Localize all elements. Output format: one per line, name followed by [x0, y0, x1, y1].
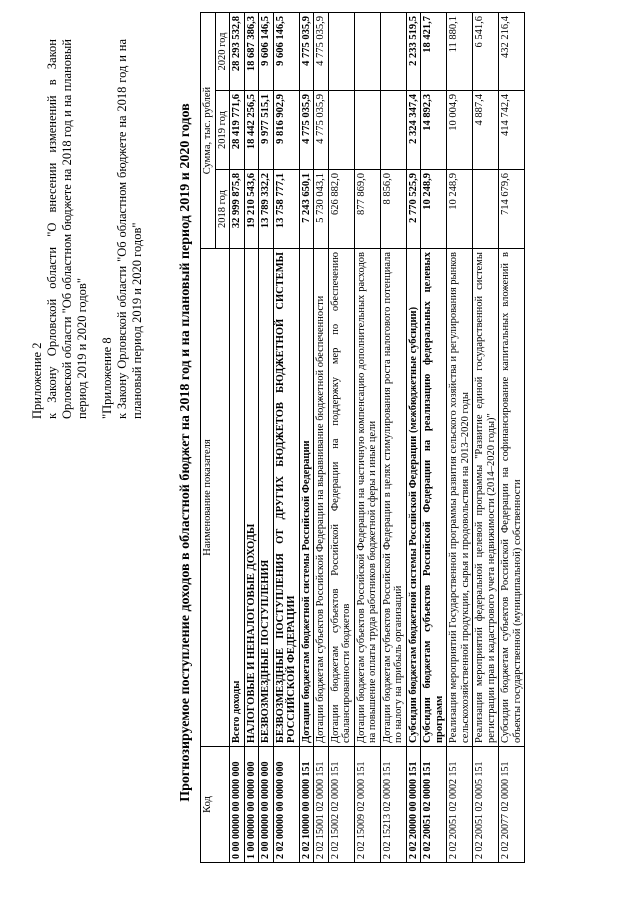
row-name: Дотации бюджетам субъектов Российской Федерации на поддержку мер по обеспечению сбалансированности бюджетов	[328, 249, 354, 747]
table-row	[328, 13, 354, 863]
row-value-2018: 10 248,9	[421, 170, 447, 249]
document-title: Прогнозируемое поступление доходов в областной бюджет на 2018 год и на плановый период 2019 и 2020 годов	[178, 103, 193, 802]
row-value-2019: 4 887,4	[473, 91, 499, 170]
table-row	[259, 13, 274, 863]
row-value-2019: 10 004,9	[447, 91, 473, 170]
column-header-sum: Сумма, тыс. рублей	[201, 13, 216, 249]
appendix-reference: к Закону Орловской области "О внесении изменений в Закон Орловской области "Об областном бюджете на 2018 год и на плановый период 2019 и 2020 годов"	[45, 39, 89, 419]
table-row	[244, 13, 259, 863]
table-row	[230, 13, 245, 863]
row-name: Субсидии бюджетам бюджетной системы Российской Федерации (межбюджетные субсидии)	[406, 249, 421, 747]
row-value-2019: 4 775 035,9	[299, 91, 314, 170]
row-code: 2 02 15009 02 0000 151	[354, 747, 380, 863]
table-row	[499, 13, 525, 863]
row-name: БЕЗВОЗМЕЗДНЫЕ ПОСТУПЛЕНИЯ ОТ ДРУГИХ БЮДЖЕТОВ БЮДЖЕТНОЙ СИСТЕМЫ РОССИЙСКОЙ ФЕДЕРАЦИИ	[273, 249, 299, 747]
row-code: 2 02 20077 02 0000 151	[499, 747, 525, 863]
row-name: Дотации бюджетам субъектов Российской Федерации на частичную компенсацию дополнительных расходов на повышение оплаты труда работников бюджетной сферы и иные цели	[354, 249, 380, 747]
row-name: Субсидии бюджетам субъектов Российской Федерации на софинансирование капитальных вложений в объекты государственной (муниципальной) собственности	[499, 249, 525, 747]
table-row	[299, 13, 314, 863]
row-value-2018: 13 758 777,1	[273, 170, 299, 249]
row-name: Дотации бюджетам бюджетной системы Российской Федерации	[299, 249, 314, 747]
row-code: 2 02 15002 02 0000 151	[328, 747, 354, 863]
row-value-2019: 14 892,3	[421, 91, 447, 170]
row-value-2020: 9 606 146,5	[259, 13, 274, 91]
row-value-2018: 5 730 043,1	[314, 170, 329, 249]
revenue-table	[200, 12, 525, 863]
row-value-2018: 877 869,0	[354, 170, 380, 249]
row-name: НАЛОГОВЫЕ И НЕНАЛОГОВЫЕ ДОХОДЫ	[244, 249, 259, 747]
row-value-2019	[380, 91, 406, 170]
row-name: Дотации бюджетам субъектов Российской Федерации в целях стимулирования роста налогового потенциала по налогу на прибыль организаций	[380, 249, 406, 747]
row-value-2018: 32 999 875,8	[230, 170, 245, 249]
row-value-2019: 414 742,4	[499, 91, 525, 170]
row-code: 2 02 15001 02 0000 151	[314, 747, 329, 863]
row-value-2018: 2 770 525,9	[406, 170, 421, 249]
row-value-2020: 18 687 386,3	[244, 13, 259, 91]
row-value-2018: 626 882,0	[328, 170, 354, 249]
appendix-number: Приложение 2	[30, 342, 44, 419]
row-value-2019: 4 775 035,9	[314, 91, 329, 170]
row-value-2018: 714 679,6	[499, 170, 525, 249]
row-code: 2 02 15213 02 0000 151	[380, 747, 406, 863]
table-row	[314, 13, 329, 863]
row-code: 2 02 20051 02 0002 151	[447, 747, 473, 863]
table-row	[380, 13, 406, 863]
annex-reference: к Закону Орловской области "Об областном бюджете на 2018 год и на плановый период 2019 и 2020 годов"	[115, 39, 144, 419]
row-value-2018: 10 248,9	[447, 170, 473, 249]
row-value-2020	[380, 13, 406, 91]
row-code: 0 00 00000 00 0000 000	[230, 747, 245, 863]
row-name: Субсидии бюджетам субъектов Российской Федерации на реализацию федеральных целевых программ	[421, 249, 447, 747]
row-code: 1 00 00000 00 0000 000	[244, 747, 259, 863]
row-value-2020: 432 216,4	[499, 13, 525, 91]
table-body	[230, 13, 525, 863]
row-value-2018: 7 243 650,1	[299, 170, 314, 249]
row-value-2020: 6 541,6	[473, 13, 499, 91]
row-value-2019	[354, 91, 380, 170]
row-value-2019: 9 816 902,9	[273, 91, 299, 170]
row-code: 2 02 20051 02 0005 151	[473, 747, 499, 863]
row-name: Всего доходы	[230, 249, 245, 747]
row-code: 2 02 20051 02 0000 151	[421, 747, 447, 863]
column-header-name: Наименование показателя	[201, 249, 230, 747]
row-value-2020: 9 606 146,5	[273, 13, 299, 91]
row-value-2018: 13 789 332,2	[259, 170, 274, 249]
table-row	[406, 13, 421, 863]
row-value-2019: 18 442 256,5	[244, 91, 259, 170]
row-value-2020: 11 880,1	[447, 13, 473, 91]
row-name: Дотации бюджетам субъектов Российской Федерации на выравнивание бюджетной обеспеченности	[314, 249, 329, 747]
table-row	[447, 13, 473, 863]
row-value-2020	[328, 13, 354, 91]
row-value-2020: 4 775 035,9	[299, 13, 314, 91]
row-value-2018: 8 856,0	[380, 170, 406, 249]
row-name: Реализация мероприятий Государственной программы развития сельского хозяйства и регулирования рынков сельскохозяйственной продукции, сырья и продовольствия на 2013–2020 годы	[447, 249, 473, 747]
row-name: Реализация мероприятий федеральной целевой программы "Развитие единой государственной системы регистрации прав и кадастрового учета недвижимости (2014–2020 годы)"	[473, 249, 499, 747]
row-value-2018: 19 210 543,6	[244, 170, 259, 249]
column-header-code: Код	[201, 747, 230, 863]
column-header-year-2020: 2020 год	[215, 13, 230, 91]
table-row	[354, 13, 380, 863]
row-code: 2 02 00000 00 0000 000	[273, 747, 299, 863]
row-value-2020	[354, 13, 380, 91]
row-value-2019	[328, 91, 354, 170]
row-value-2019: 28 419 771,6	[230, 91, 245, 170]
row-value-2020: 4 775 035,9	[314, 13, 329, 91]
table-row	[421, 13, 447, 863]
appendix-header	[30, 39, 145, 419]
row-name: БЕЗВОЗМЕЗДНЫЕ ПОСТУПЛЕНИЯ	[259, 249, 274, 747]
row-code: 2 02 10000 00 0000 151	[299, 747, 314, 863]
row-code: 2 00 00000 00 0000 000	[259, 747, 274, 863]
column-header-year-2018: 2018 год	[215, 170, 230, 249]
row-value-2020: 28 293 532,8	[230, 13, 245, 91]
table-row	[473, 13, 499, 863]
annex-number: "Приложение 8	[100, 337, 114, 419]
row-value-2019: 2 324 347,4	[406, 91, 421, 170]
row-value-2019: 9 977 515,1	[259, 91, 274, 170]
column-header-year-2019: 2019 год	[215, 91, 230, 170]
row-code: 2 02 20000 00 0000 151	[406, 747, 421, 863]
table-row	[273, 13, 299, 863]
row-value-2020: 18 421,7	[421, 13, 447, 91]
row-value-2018	[473, 170, 499, 249]
row-value-2020: 2 233 519,5	[406, 13, 421, 91]
